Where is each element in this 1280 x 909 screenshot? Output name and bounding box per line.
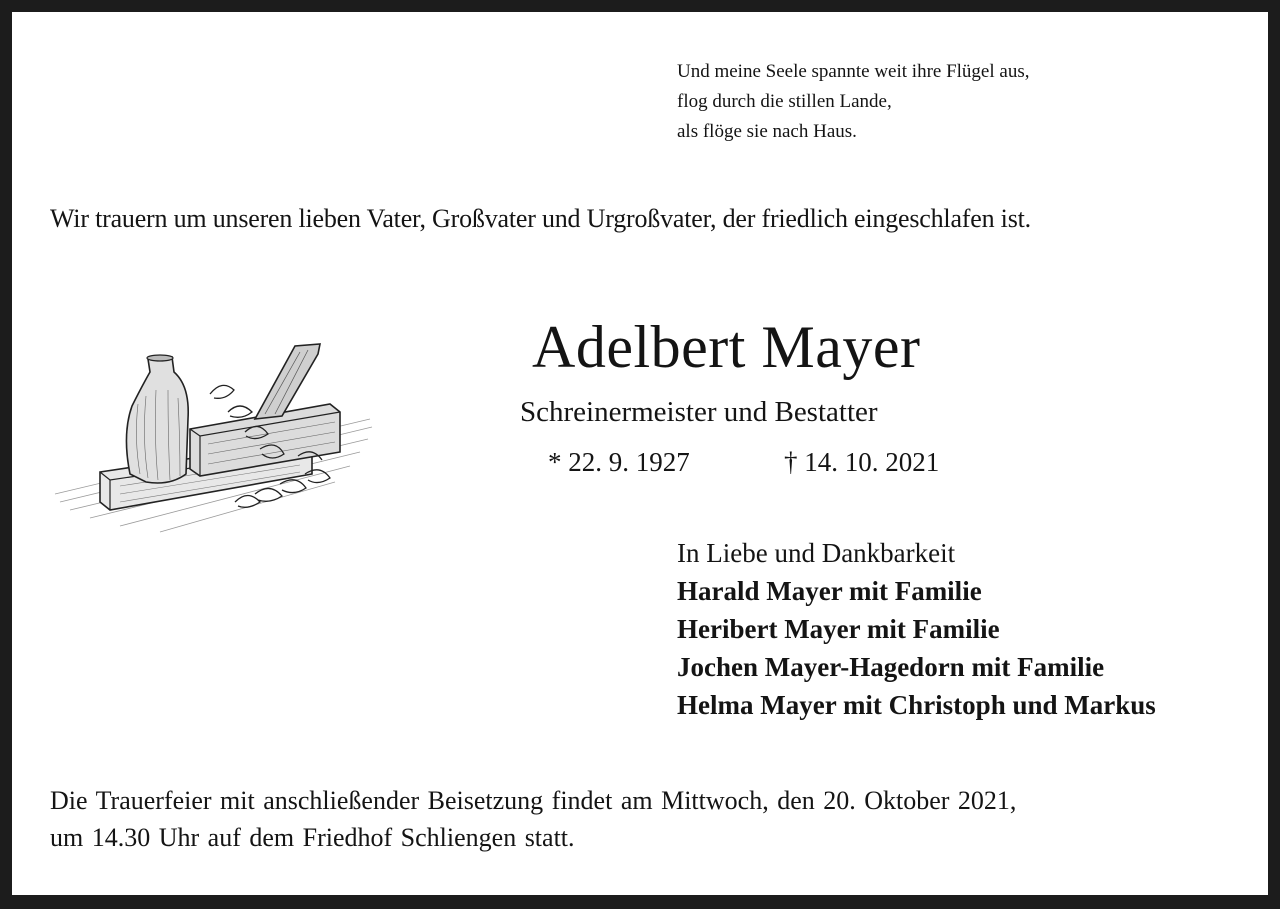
birth-date: * 22. 9. 1927 — [548, 447, 690, 477]
mourners-list — [677, 534, 1156, 724]
verse-line-2: flog durch die stillen Lande, — [677, 91, 892, 112]
deceased-profession: Schreinermeister und Bestatter — [520, 396, 878, 428]
mourner-family: Jochen Mayer-Hagedorn mit Familie — [677, 652, 1105, 682]
verse-line-1: Und meine Seele spannte weit ihre Flügel aus, — [677, 61, 1030, 82]
intro-text: Wir trauern um unseren lieben Vater, Großvater und Urgroßvater, der friedlich eingeschlafen ist. — [50, 204, 1031, 233]
obituary-notice — [12, 12, 1268, 895]
service-details — [50, 782, 1230, 856]
carpenter-plane-icon — [50, 324, 380, 539]
mourners-lead: In Liebe und Dankbarkeit — [677, 538, 956, 568]
deceased-name: Adelbert Mayer — [532, 314, 921, 380]
mourner-family: Helma Mayer mit Christoph und Markus — [677, 690, 1156, 720]
service-line-1: Die Trauerfeier mit anschließender Beisetzung findet am Mittwoch, den 20. Oktober 2021, — [50, 786, 1017, 815]
verse — [677, 57, 1029, 147]
mourner-family: Harald Mayer mit Familie — [677, 576, 982, 606]
mourner-family: Heribert Mayer mit Familie — [677, 614, 1000, 644]
service-line-2: um 14.30 Uhr auf dem Friedhof Schliengen statt. — [50, 823, 575, 852]
verse-line-3: als flöge sie nach Haus. — [677, 121, 857, 142]
death-date: † 14. 10. 2021 — [784, 447, 940, 477]
